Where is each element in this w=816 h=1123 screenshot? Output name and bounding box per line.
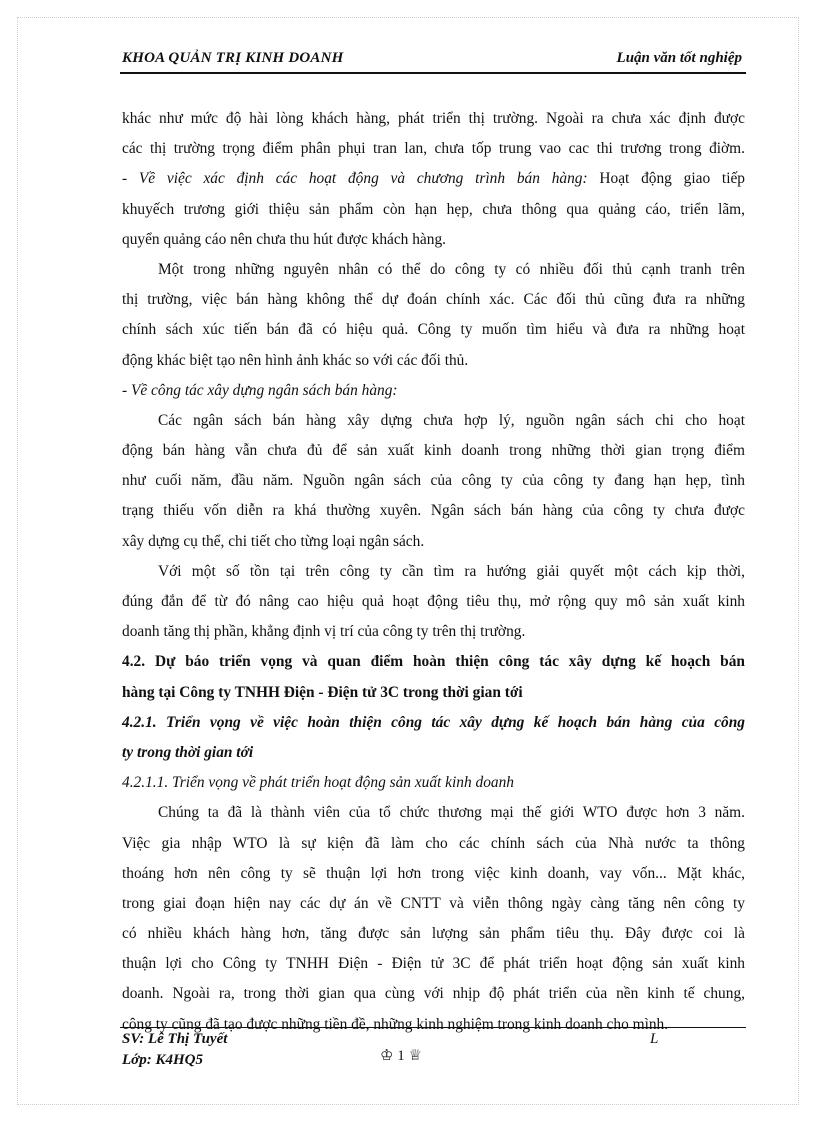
text-line: trong giai đoạn hiện nay các dự án về CNTT và viễn thông ngày càng tăng nên công ty: [122, 894, 745, 912]
text-line: công ty cũng đã tạo được những tiền đề, những kinh nghiệm trong kinh doanh cho mình.: [122, 1015, 669, 1033]
text-line: doanh tăng thị phần, khẳng định vị trí của công ty trên thị trường.: [122, 623, 526, 641]
body-text: [122, 104, 745, 1040]
footer-student: SV: Lê Thị Tuyết: [122, 1031, 228, 1047]
text-line: xây dựng cụ thể, chi tiết cho từng loại ngân sách.: [122, 532, 425, 550]
footer-class: Lớp: K4HQ5: [122, 1052, 203, 1068]
header-doc-type: Luận văn tốt nghiệp: [616, 50, 742, 66]
footer-mark: L: [650, 1031, 659, 1047]
footer-rule: [120, 1027, 746, 1028]
text-line: chính sách xúc tiến bán đã có hiệu quả. Công ty muốn tìm hiểu và đưa ra những hoạt: [122, 321, 745, 339]
heading-4-2-1-1: 4.2.1.1. Triển vọng về phát triển hoạt động sản xuất kinh doanh: [122, 774, 515, 792]
section-label-inline: - Về việc xác định các hoạt động và chương trình bán hàng:: [122, 170, 588, 188]
text-line: đúng đắn để từ đó nâng cao hiệu quả hoạt động tiêu thụ, mở rộng quy mô sản xuất kinh: [122, 593, 745, 610]
text-line: trạng thiếu vốn diễn ra khá thường xuyên. Ngân sách bán hàng của công ty chưa được: [122, 502, 745, 520]
header-rule: [120, 72, 746, 74]
header-faculty: KHOA QUẢN TRỊ KINH DOANH: [122, 50, 344, 66]
text-line: doanh. Ngoài ra, trong thời gian qua cùng với nhịp độ phát triển của nền kinh tế chung,: [122, 985, 745, 1003]
heading-4-2-cont: hàng tại Công ty TNHH Điện - Điện tử 3C trong thời gian tới: [122, 683, 523, 701]
text-line: khác như mức độ hài lòng khách hàng, phát triển thị trường. Ngoài ra chưa xác định được: [122, 110, 745, 127]
heading-4-2-1-cont: ty trong thời gian tới: [122, 743, 254, 761]
page-header: [122, 50, 742, 70]
text-line: như cuối năm, đầu năm. Nguồn ngân sách của công ty của công ty đang hạn hẹp, tình: [122, 472, 745, 490]
text-line: thoáng hơn nên công ty sẽ thuận lợi hơn trong việc kinh doanh, vay vốn... Mặt khác,: [122, 864, 745, 882]
section-label: - Về công tác xây dựng ngân sách bán hàng:: [122, 381, 398, 399]
text-line: thuận lợi cho Công ty TNHH Điện - Điện tử 3C để phát triển hoạt động sản xuất kinh: [122, 955, 745, 973]
text-line: quyển quảng cáo nên chưa thu hút được khách hàng.: [122, 230, 446, 248]
text-line: Các ngân sách bán hàng xây dựng chưa hợp lý, nguồn ngân sách chi cho hoạt: [158, 411, 745, 429]
page-number: ♔ 1 ♕: [380, 1048, 422, 1064]
heading-4-2: 4.2. Dự báo triển vọng và quan điểm hoàn thiện công tác xây dựng kế hoạch bán: [122, 653, 745, 671]
text-line: động khác biệt tạo nên hình ảnh khác so với các đối thủ.: [122, 351, 469, 369]
text-line: động bán hàng vẫn chưa đủ để sản xuất kinh doanh trong những thời gian trọng điểm: [122, 442, 745, 460]
text-line: Việc gia nhập WTO là sự kiện đã làm cho các chính sách của Nhà nước ta thông: [122, 834, 745, 852]
text-line: khuyếch trương giới thiệu sản phẩm còn hạn hẹp, chưa thông qua quảng cáo, triển lãm,: [122, 200, 745, 218]
text-line: Một trong những nguyên nhân có thể do công ty có nhiều đối thủ cạnh tranh trên: [158, 260, 745, 278]
text-line: thị trường, việc bán hàng không thể dự đoán chính xác. Các đối thủ cũng đưa ra những: [122, 291, 745, 309]
text-line: Chúng ta đã là thành viên của tổ chức thương mại thế giới WTO được hơn 3 năm.: [158, 804, 745, 822]
heading-4-2-1: 4.2.1. Triển vọng về việc hoàn thiện công tác xây dựng kế hoạch bán hàng của công: [122, 713, 745, 731]
text-inline: Hoạt động giao tiếp: [587, 170, 745, 188]
text-line: Với một số tồn tại trên công ty cần tìm ra hướng giải quyết một cách kịp thời,: [158, 562, 745, 580]
text-line: các thị trường trọng điểm phân phụi tran lan, chưa tốp trung vao cac thi trương trong điờm.: [122, 140, 745, 158]
text-line: có nhiều khách hàng hơn, tăng được sản lượng sản phẩm tiêu thụ. Đây được coi là: [122, 925, 745, 943]
text-line: [122, 164, 745, 194]
